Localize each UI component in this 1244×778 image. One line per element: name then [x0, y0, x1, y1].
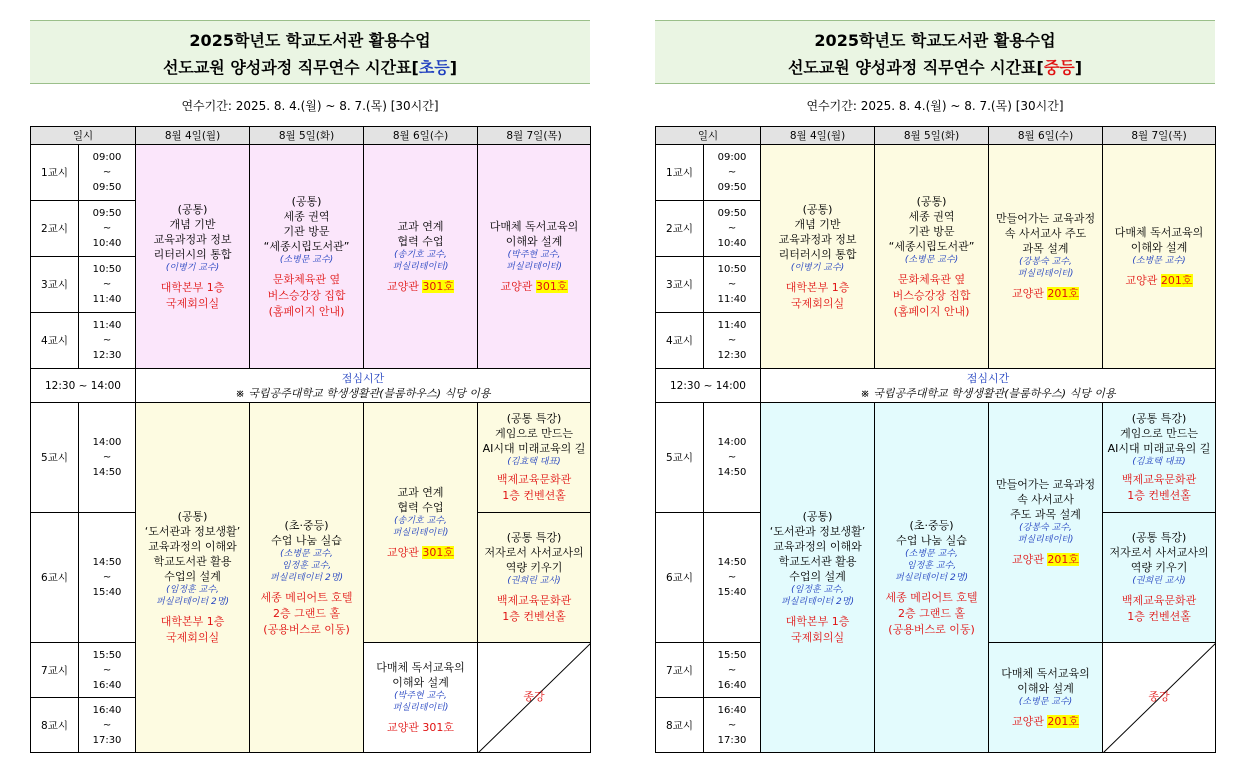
session-wed-am: 만들어가는 교육과정 속 사서교사 주도 과목 설계 (강봉숙 교수, 퍼실리테이터) 교양관 201호: [989, 145, 1103, 369]
header-datetime: 일시: [656, 127, 761, 145]
level-label: 초등: [418, 58, 450, 77]
schedule-elementary: [0, 0, 590, 778]
period-label: 3교시: [656, 257, 704, 313]
session-thu-p5: (공통 특강) 게임으로 만드는 AI시대 미래교육의 길 (김효택 대표) 백제교육문화관 1층 컨벤션홀: [478, 403, 591, 513]
header-thu: 8월 7일(목): [478, 127, 591, 145]
page-title: 2025학년도 학교도서관 활용수업 선도교원 양성과정 직무연수 시간표[초등]: [30, 20, 590, 84]
period-label: 1교시: [656, 145, 704, 201]
header-tue: 8월 5일(화): [250, 127, 364, 145]
session-wed-am: 교과 연계 협력 수업 (송기호 교수, 퍼실리테이터) 교양관 301호: [364, 145, 478, 369]
session-wed-pm: 교과 연계 협력 수업 (송기호 교수, 퍼실리테이터) 교양관 301호: [364, 403, 478, 643]
lunch-cell: 점심시간 ※ 국립공주대학교 학생생활관(블룸하우스) 식당 이용: [136, 369, 591, 403]
session-tue-pm: (초·중등) 수업 나눔 실습 (소병문 교수, 임정훈 교수, 퍼실리테이터 2명) 세종 메리어트 호텔 2층 그랜드 홀 (공용버스로 이동): [250, 403, 364, 753]
session-thu-am: 다매체 독서교육의 이해와 설계 (박주현 교수, 퍼실리테이터) 교양관 301호: [478, 145, 591, 369]
time-cell: 15:50 ~ 16:40: [79, 643, 136, 698]
period-label: 6교시: [656, 513, 704, 643]
period-label: 7교시: [656, 643, 704, 698]
period-label: 4교시: [31, 313, 79, 369]
closing-label: 종강: [523, 690, 545, 703]
lunch-cell: 점심시간 ※ 국립공주대학교 학생생활관(블룸하우스) 식당 이용: [761, 369, 1216, 403]
session-thu-p6: (공통 특강) 저자로서 사서교사의 역량 키우기 (권희린 교사) 백제교육문화관 1층 컨벤션홀: [1103, 513, 1216, 643]
training-period: 연수기간: 2025. 8. 4.(월) ~ 8. 7.(목) [30시간]: [181, 99, 439, 113]
session-wed-pm: 만들어가는 교육과정 속 사서교사 주도 과목 설계 (강봉숙 교수, 퍼실리테이터) 교양관 201호: [989, 403, 1103, 643]
period-label: 7교시: [31, 643, 79, 698]
time-cell: 15:50 ~ 16:40: [704, 643, 761, 698]
session-wed-p78: 다매체 독서교육의 이해와 설계 (소병문 교수) 교양관 201호: [989, 643, 1103, 753]
period-label: 2교시: [31, 201, 79, 257]
closing-cell: [478, 643, 591, 753]
header-mon: 8월 4일(월): [136, 127, 250, 145]
session-tue-am: (공통) 세종 권역 기관 방문 “세종시립도서관” (소병문 교수) 문화체육관 옆 버스승강장 집합 (홈페이지 안내): [875, 145, 989, 369]
time-cell: 09:00 ~ 09:50: [704, 145, 761, 201]
time-cell: 09:50 ~ 10:40: [79, 201, 136, 257]
session-mon-pm: (공통) ‘도서관과 정보생활’ 교육과정의 이해와 학교도서관 활용 수업의 설계 (임정훈 교수, 퍼실리테이터 2명) 대학본부 1층 국제회의실: [136, 403, 250, 753]
time-cell: 11:40 ~ 12:30: [704, 313, 761, 369]
header-mon: 8월 4일(월): [761, 127, 875, 145]
period-label: 5교시: [656, 403, 704, 513]
closing-label: 종강: [1148, 690, 1170, 703]
time-cell: 14:00 ~ 14:50: [704, 403, 761, 513]
time-cell: 11:40 ~ 12:30: [79, 313, 136, 369]
time-cell: 10:50 ~ 11:40: [704, 257, 761, 313]
period-label: 1교시: [31, 145, 79, 201]
time-cell: 16:40 ~ 17:30: [704, 698, 761, 753]
time-cell: 14:50 ~ 15:40: [79, 513, 136, 643]
time-cell: 09:00 ~ 09:50: [79, 145, 136, 201]
header-tue: 8월 5일(화): [875, 127, 989, 145]
timetable: [655, 126, 1216, 753]
schedule-secondary: [625, 0, 1215, 778]
period-label: 5교시: [31, 403, 79, 513]
page-title: 2025학년도 학교도서관 활용수업 선도교원 양성과정 직무연수 시간표[중등]: [655, 20, 1215, 84]
time-cell: 10:50 ~ 11:40: [79, 257, 136, 313]
session-mon-am: (공통) 개념 기반 교육과정과 정보 리터러시의 통합 (이병기 교수) 대학본부 1층 국제회의실: [136, 145, 250, 369]
session-mon-pm: (공통) ‘도서관과 정보생활’ 교육과정의 이해와 학교도서관 활용 수업의 설계 (임정훈 교수, 퍼실리테이터 2명) 대학본부 1층 국제회의실: [761, 403, 875, 753]
header-wed: 8월 6일(수): [989, 127, 1103, 145]
session-tue-pm: (초·중등) 수업 나눔 실습 (소병문 교수, 임정훈 교수, 퍼실리테이터 2명) 세종 메리어트 호텔 2층 그랜드 홀 (공용버스로 이동): [875, 403, 989, 753]
header-wed: 8월 6일(수): [364, 127, 478, 145]
timetable: [30, 126, 591, 753]
session-thu-p6: (공통 특강) 저자로서 사서교사의 역량 키우기 (권희린 교사) 백제교육문화관 1층 컨벤션홀: [478, 513, 591, 643]
header-datetime: 일시: [31, 127, 136, 145]
level-label: 중등: [1043, 58, 1075, 77]
period-label: 8교시: [31, 698, 79, 753]
period-label: 3교시: [31, 257, 79, 313]
time-cell: 09:50 ~ 10:40: [704, 201, 761, 257]
closing-cell: [1103, 643, 1216, 753]
time-cell: 16:40 ~ 17:30: [79, 698, 136, 753]
training-period: 연수기간: 2025. 8. 4.(월) ~ 8. 7.(목) [30시간]: [806, 99, 1064, 113]
period-label: 4교시: [656, 313, 704, 369]
session-wed-p78: 다매체 독서교육의 이해와 설계 (박주현 교수, 퍼실리테이터) 교양관 301호: [364, 643, 478, 753]
session-tue-am: (공통) 세종 권역 기관 방문 “세종시립도서관” (소병문 교수) 문화체육관 옆 버스승강장 집합 (홈페이지 안내): [250, 145, 364, 369]
session-mon-am: (공통) 개념 기반 교육과정과 정보 리터러시의 통합 (이병기 교수) 대학본부 1층 국제회의실: [761, 145, 875, 369]
period-label: 2교시: [656, 201, 704, 257]
session-thu-am: 다매체 독서교육의 이해와 설계 (소병문 교수) 교양관 201호: [1103, 145, 1216, 369]
session-thu-p5: (공통 특강) 게임으로 만드는 AI시대 미래교육의 길 (김효택 대표) 백제교육문화관 1층 컨벤션홀: [1103, 403, 1216, 513]
header-thu: 8월 7일(목): [1103, 127, 1216, 145]
time-cell: 14:00 ~ 14:50: [79, 403, 136, 513]
time-cell: 14:50 ~ 15:40: [704, 513, 761, 643]
period-label: 6교시: [31, 513, 79, 643]
lunch-time: 12:30 ~ 14:00: [656, 369, 761, 403]
lunch-time: 12:30 ~ 14:00: [31, 369, 136, 403]
period-label: 8교시: [656, 698, 704, 753]
